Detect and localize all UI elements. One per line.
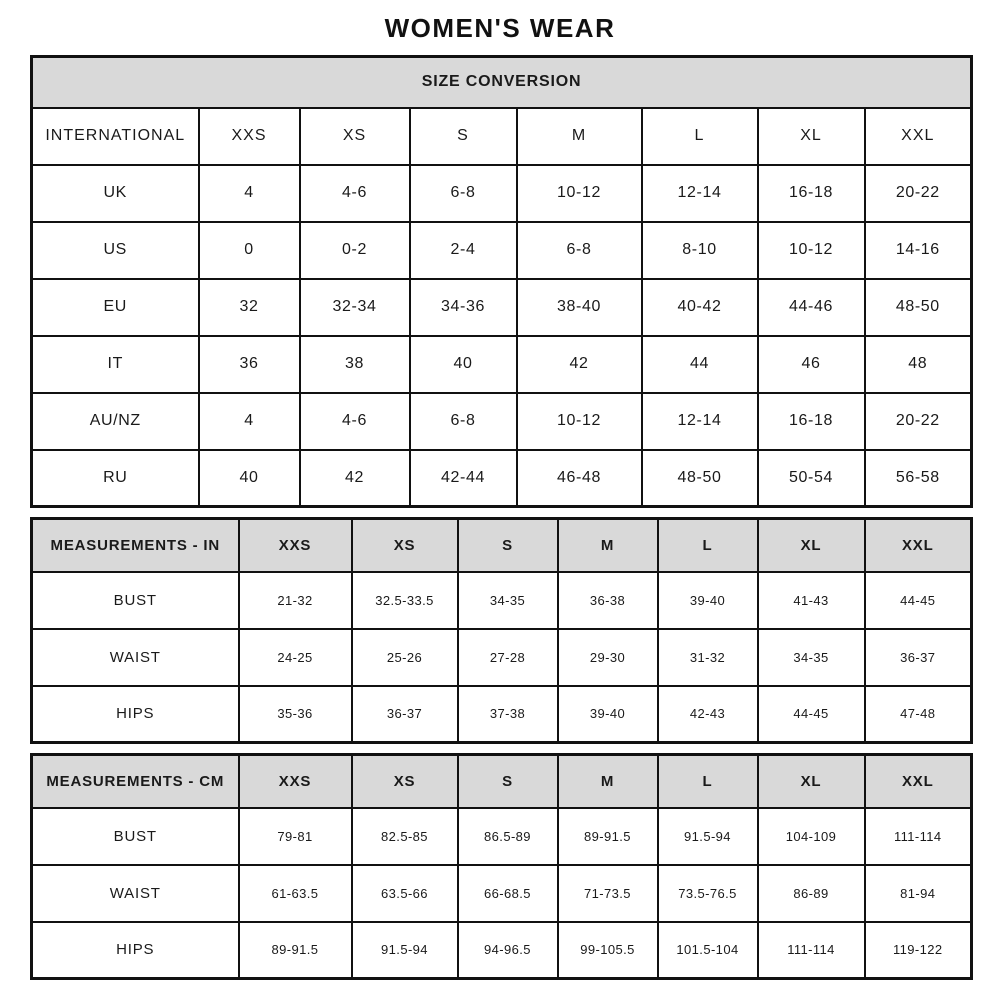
size-header: L <box>658 755 758 808</box>
cell: 44 <box>642 336 758 393</box>
size-header: XS <box>352 519 458 572</box>
cell: 44-46 <box>758 279 865 336</box>
cell: 32-34 <box>300 279 410 336</box>
cell: 41-43 <box>758 572 865 629</box>
cell: 91.5-94 <box>658 808 758 865</box>
table-row <box>32 336 972 393</box>
row-label: BUST <box>32 572 239 629</box>
cell: 47-48 <box>865 686 972 743</box>
row-label: US <box>32 222 199 279</box>
size-header: XL <box>758 519 865 572</box>
cell: 4-6 <box>300 165 410 222</box>
size-header: XXS <box>239 755 352 808</box>
cell: 81-94 <box>865 865 972 922</box>
cell: 40 <box>199 450 300 507</box>
size-header: XL <box>758 108 865 165</box>
size-header: XXL <box>865 519 972 572</box>
row-label: RU <box>32 450 199 507</box>
cell: 82.5-85 <box>352 808 458 865</box>
cell: 32 <box>199 279 300 336</box>
row-label: INTERNATIONAL <box>32 108 199 165</box>
table-row <box>32 808 972 865</box>
cell: 39-40 <box>658 572 758 629</box>
row-label: EU <box>32 279 199 336</box>
cell: 44-45 <box>865 572 972 629</box>
size-header: XL <box>758 755 865 808</box>
table-row <box>32 279 972 336</box>
cell: 24-25 <box>239 629 352 686</box>
cell: 89-91.5 <box>558 808 658 865</box>
cell: 86.5-89 <box>458 808 558 865</box>
cell: 20-22 <box>865 165 972 222</box>
size-header: M <box>558 755 658 808</box>
size-conversion-table <box>30 55 973 508</box>
row-label: WAIST <box>32 865 239 922</box>
measurements-in-table <box>30 517 973 744</box>
row-label: HIPS <box>32 922 239 979</box>
cell: 79-81 <box>239 808 352 865</box>
size-header: XS <box>300 108 410 165</box>
cell: 104-109 <box>758 808 865 865</box>
cell: 2-4 <box>410 222 517 279</box>
cell: 71-73.5 <box>558 865 658 922</box>
cell: 0 <box>199 222 300 279</box>
table-title: MEASUREMENTS - IN <box>32 519 239 572</box>
row-label: BUST <box>32 808 239 865</box>
row-label: IT <box>32 336 199 393</box>
table-title: MEASUREMENTS - CM <box>32 755 239 808</box>
size-header-row <box>32 519 972 572</box>
cell: 20-22 <box>865 393 972 450</box>
table-row <box>32 222 972 279</box>
cell: 89-91.5 <box>239 922 352 979</box>
cell: 10-12 <box>517 165 642 222</box>
cell: 14-16 <box>865 222 972 279</box>
cell: 8-10 <box>642 222 758 279</box>
size-header: L <box>658 519 758 572</box>
cell: 36-37 <box>352 686 458 743</box>
cell: 35-36 <box>239 686 352 743</box>
cell: 32.5-33.5 <box>352 572 458 629</box>
cell: 4 <box>199 165 300 222</box>
cell: 16-18 <box>758 165 865 222</box>
size-header: XXL <box>865 755 972 808</box>
cell: 44-45 <box>758 686 865 743</box>
cell: 42 <box>517 336 642 393</box>
cell: 42 <box>300 450 410 507</box>
table-row <box>32 393 972 450</box>
cell: 38-40 <box>517 279 642 336</box>
cell: 36-38 <box>558 572 658 629</box>
measurements-cm-table <box>30 753 973 980</box>
cell: 6-8 <box>517 222 642 279</box>
cell: 6-8 <box>410 393 517 450</box>
cell: 31-32 <box>658 629 758 686</box>
cell: 34-35 <box>758 629 865 686</box>
size-header: XXS <box>199 108 300 165</box>
page-title: WOMEN'S WEAR <box>384 13 616 43</box>
size-header: XXL <box>865 108 972 165</box>
cell: 39-40 <box>558 686 658 743</box>
cell: 16-18 <box>758 393 865 450</box>
cell: 21-32 <box>239 572 352 629</box>
cell: 119-122 <box>865 922 972 979</box>
cell: 36-37 <box>865 629 972 686</box>
table-row <box>32 450 972 507</box>
cell: 46 <box>758 336 865 393</box>
size-header: M <box>558 519 658 572</box>
table-banner-row <box>32 57 972 108</box>
row-label: AU/NZ <box>32 393 199 450</box>
row-label: UK <box>32 165 199 222</box>
row-label: HIPS <box>32 686 239 743</box>
table-row <box>32 165 972 222</box>
cell: 46-48 <box>517 450 642 507</box>
table-row <box>32 686 972 743</box>
cell: 36 <box>199 336 300 393</box>
cell: 99-105.5 <box>558 922 658 979</box>
size-header: M <box>517 108 642 165</box>
cell: 111-114 <box>865 808 972 865</box>
cell: 42-43 <box>658 686 758 743</box>
cell: 4 <box>199 393 300 450</box>
cell: 94-96.5 <box>458 922 558 979</box>
row-label: WAIST <box>32 629 239 686</box>
table-row <box>32 572 972 629</box>
cell: 34-36 <box>410 279 517 336</box>
cell: 6-8 <box>410 165 517 222</box>
cell: 61-63.5 <box>239 865 352 922</box>
cell: 48-50 <box>865 279 972 336</box>
cell: 56-58 <box>865 450 972 507</box>
size-header: S <box>458 755 558 808</box>
cell: 12-14 <box>642 165 758 222</box>
cell: 48-50 <box>642 450 758 507</box>
cell: 34-35 <box>458 572 558 629</box>
table-title: SIZE CONVERSION <box>32 57 972 108</box>
cell: 111-114 <box>758 922 865 979</box>
cell: 40 <box>410 336 517 393</box>
cell: 10-12 <box>758 222 865 279</box>
table-row <box>32 865 972 922</box>
table-row <box>32 629 972 686</box>
cell: 12-14 <box>642 393 758 450</box>
cell: 50-54 <box>758 450 865 507</box>
table-row <box>32 922 972 979</box>
cell: 101.5-104 <box>658 922 758 979</box>
cell: 4-6 <box>300 393 410 450</box>
cell: 63.5-66 <box>352 865 458 922</box>
size-header: L <box>642 108 758 165</box>
cell: 66-68.5 <box>458 865 558 922</box>
size-header: S <box>410 108 517 165</box>
cell: 10-12 <box>517 393 642 450</box>
cell: 37-38 <box>458 686 558 743</box>
size-header-row <box>32 108 972 165</box>
cell: 0-2 <box>300 222 410 279</box>
cell: 27-28 <box>458 629 558 686</box>
cell: 40-42 <box>642 279 758 336</box>
cell: 91.5-94 <box>352 922 458 979</box>
size-header: XXS <box>239 519 352 572</box>
size-header-row <box>32 755 972 808</box>
cell: 25-26 <box>352 629 458 686</box>
cell: 42-44 <box>410 450 517 507</box>
cell: 48 <box>865 336 972 393</box>
cell: 38 <box>300 336 410 393</box>
cell: 73.5-76.5 <box>658 865 758 922</box>
size-header: XS <box>352 755 458 808</box>
cell: 86-89 <box>758 865 865 922</box>
size-header: S <box>458 519 558 572</box>
cell: 29-30 <box>558 629 658 686</box>
